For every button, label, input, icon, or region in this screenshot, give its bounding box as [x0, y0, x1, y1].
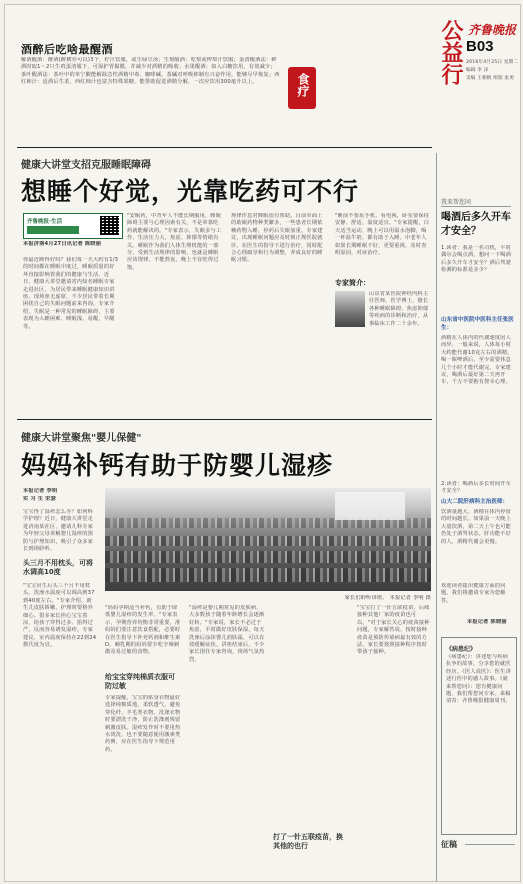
section-vertical-title: 公益行 — [438, 19, 464, 85]
article3-body-4-cont — [273, 605, 349, 823]
expert-photo — [335, 291, 365, 327]
sidebar-question-1: 1.读者：我是一名司机，平时偶尔会喝点酒，想问一下喝酒后多久开车才安全？酒后驾驶检测的标准是多少？ — [441, 245, 512, 274]
health-lecture-logo — [23, 213, 123, 239]
article3-subhead-2: 给宝宝穿纯棉质衣服可防过敏 — [105, 673, 175, 690]
divider — [17, 147, 432, 148]
article2-col2: "安眠药，中青年人不能长期服用，睡眠障碍主要与心理因素有关，不是单靠吃药就能解决的。"专家表示，失眠多与工作、生活压力大，焦虑、抑郁等情绪有关。睡眠作为我们人体生理机能的一部分，受到生活规律的影响，也就是睡眠应该规律，不能熬夜，晚上不宜吃得过饱。 — [127, 213, 222, 271]
call-for-submissions-box — [441, 637, 517, 835]
page-code: B03 — [466, 38, 494, 55]
article3-title: 妈妈补钙有助于防婴儿湿疹 — [21, 451, 334, 480]
sidebar-question-title: 喝酒后多久开车才安全？ — [441, 212, 511, 237]
divider — [17, 419, 432, 420]
cut-line — [465, 844, 515, 845]
column-badge — [288, 67, 316, 109]
article3-body-3: 专家提醒，宝宝的贴身衣物最好选择纯棉质地，柔软透气，避免穿化纤、羊毛类衣物。洗涤衣物时要漂洗干净，防止洗涤剂残留刺激皮肤。湿疹发作时不要用热水烫洗，也不要随意使用激素类药膏，应在医生指导下规范用药。 — [105, 695, 181, 753]
article2-title: 想睡个好觉，光靠吃药可不行 — [21, 177, 360, 206]
projection-screen — [335, 492, 405, 520]
article3-body-1: "宝宝出生后头三个月不用枕头，洗澡水温度可以调高到37到40度左右。"专家介绍，新生儿皮肤娇嫩，护理时要格外细心。很多家长担心宝宝着凉，给孩子穿得过多、捂得过严，反而容易诱发湿疹。专家建议，室内温度保持在22到24摄氏度为宜。 — [23, 583, 97, 649]
article2-col3: 规律作息对睡眠很有帮助。目前市面上的助眠药物种类繁多，一些患者长期依赖药物入睡，停药后失眠加重。专家建议，出现睡眠问题应及时到正规医院就诊，在医生的指导下进行治疗，同时配合心理疏导和行为调整，养成良好的睡眠习惯。 — [231, 213, 323, 264]
article1-body: 解酒醒酒：醉酒(醉横亦可以)3个，柠汁饮服，或生绿豆汤；生梨醒酒：吃梨或榨梨汁饮服；蛋清醒酒法：鲜酒时取1～2只生鸡蛋清服下，可保护胃黏膜，并减少对酒精的吸收；水果醒酒：如入白糖饮用，有效减少；茶叶醒酒法：茶叶中的单宁酸能解除急性酒精中毒、咖啡碱，茶碱对呼吸抑制有兴奋作用，能够尽早恢复；西红柿汁：适酒后生柔，西红柿汁也富含特殊果糖，能帮助促进酒精分解，一次应饮用300毫升以上。 — [21, 57, 280, 86]
article3-subhead-3: 打了一针五联疫苗，换其他的也行 — [273, 833, 343, 850]
photo-caption: 家长们聆听讲座。 本报记者 李明 摄 — [344, 595, 431, 601]
sidebar-answer-2: 饮酒量越大，酒精在体内停留的时间越长。如果前一天晚上大量饮酒，第二天上午也可能仍处于酒驾状态。肝功能不好的人，酒精代谢会更慢。 — [441, 509, 512, 545]
article3-byline-intern: 实 习 生 宋瑟 — [23, 496, 56, 502]
article3-lead: 宝宝得了湿疹怎么办？如何科学护理？近日，健康大讲堂走进济南某社区，邀请儿科专家为年轻父母讲解婴儿湿疹的预防与护理知识，吸引了众多家长到场聆听。 — [23, 509, 94, 553]
paper-logo: 齐鲁晚报 — [468, 23, 517, 37]
article2-byline: 本报济南4月27日讯记者 陈晓丽 — [23, 241, 102, 247]
lecture-photo — [105, 488, 431, 591]
box-text: 《病患纪》：讲述您与疾病抗争的故事，分享您的就医经历。《医人说医》：医生讲述行医中的感人故事。《就来帮您问》：您有健康问题，我们帮您问专家。来稿请寄：齐鲁晚报健康周刊。 — [446, 654, 511, 705]
sidebar-divider — [436, 153, 437, 881]
article2-col4: "睡前不要玩手机、看电视，卧室要保持安静、舒适，温度适宜。"专家提醒，白天适当运动，晚上可以用温水泡脚，喝一杯温牛奶，都有助于入睡。中老年人如果长期睡眠不好，更要重视，及时查明原因，对症治疗。 — [335, 213, 430, 257]
article2-kicker: 健康大讲堂支招克服睡眠障碍 — [21, 160, 151, 171]
article3-body-4: "湿疹是婴儿期常见的皮肤病，大多数孩子随着年龄增长会逐渐好转。"专家说，家长不必过于焦虑，平时做好皮肤保湿，每天洗澡后涂抹婴儿润肤霜，可以有效缓解症状。讲座结束后，不少家长围住专家咨询，现场气氛热烈。 — [189, 605, 265, 663]
expert-bio: 山东省某医院神经内科主任医师，医学博士，擅长各种睡眠障碍、焦虑抑郁等疾病的诊断和治疗，从事临床工作二十余年。 — [369, 291, 429, 327]
sidebar-answer-head-1: 山东省中医院中医科主任张医生： — [441, 317, 514, 331]
sidebar-answer-head-2: 山大二院肝病科主治医师： — [441, 499, 509, 505]
expert-label: 专家简介： — [335, 279, 370, 287]
article3-body-2: "妈妈孕期适当补钙，有助于降低婴儿湿疹的发生率。"专家表示，孕期营养均衡非常重要，准妈妈们要注意饮食搭配，必要时在医生指导下补充钙剂和维生素D。哺乳期的妈妈要少吃辛辣刺激及易过敏的食物。 — [105, 605, 181, 656]
cut-label: 征稿 — [441, 840, 457, 849]
article3-byline-reporter: 本报记者 李明 — [23, 488, 58, 494]
column-badge-label: 食疗 — [296, 73, 310, 97]
article1-title: 酒醉后吃啥最醒酒 — [21, 43, 113, 56]
sidebar-section-label: 我来帮您问 — [441, 197, 511, 207]
sidebar-byline: 本报记者 陈晓丽 — [467, 619, 507, 625]
sidebar-answer-1: 酒精在人体内的代谢速度因人而异，一般来说，人体每小时大约能代谢10克左右的酒精。喝一瓶啤酒后，至少需要休息几个小时才能代谢完。专家建议，喝酒后最好第二天再开车，千万不要抱有侥幸心理。 — [441, 335, 513, 386]
article3-kicker: 健康大讲堂聚焦"婴儿保健" — [21, 433, 142, 444]
qr-code-icon — [100, 216, 119, 235]
newspaper-page — [4, 4, 521, 882]
box-title: 《病患纪》 — [446, 646, 477, 653]
article3-subhead-1: 头三月不用枕头，可将水调高10度 — [23, 559, 93, 576]
sidebar-question-2: 2.读者：喝酒后多长时间开车才安全？ — [441, 481, 511, 495]
logo-stripe — [27, 226, 79, 234]
article3-body-5: "宝宝打了一针五联疫苗，后续接种其他厂家的疫苗也可以。"对于家长关心的疫苗接种问题，专家解答说，按时接种疫苗是预防传染病最有效的方法，家长要按照接种程序按时带孩子接种。 — [357, 605, 430, 656]
page-meta-design: 美编 王朝帆 组版 张勇 — [466, 76, 515, 81]
article2-col1: 你最近睡得好吗？我们每一天大约有1/3的时间都在睡眠中度过，睡眠质量的好坏直接影响着我们的健康与生活。近日，健康大讲堂邀请省内知名睡眠专家走进社区，为居民带来睡眠健康知识讲座。现场座无虚席，不少居民带着长期困扰自己的失眠问题前来咨询。专家介绍，失眠是一种常见的睡眠障碍，主要表现为入睡困难、睡眠浅、易醒、早醒等。 — [23, 257, 119, 330]
page-meta-editor: 编辑 李 泽 — [466, 68, 489, 73]
health-lecture-logo-text: 齐鲁晚报·生活 — [27, 219, 63, 225]
page-meta-date: 2016年4月25日 星期二 — [466, 60, 519, 65]
sidebar-invite: 欢迎读者提出健康方面的问题，我们将邀请专家为您解答。 — [441, 583, 506, 604]
